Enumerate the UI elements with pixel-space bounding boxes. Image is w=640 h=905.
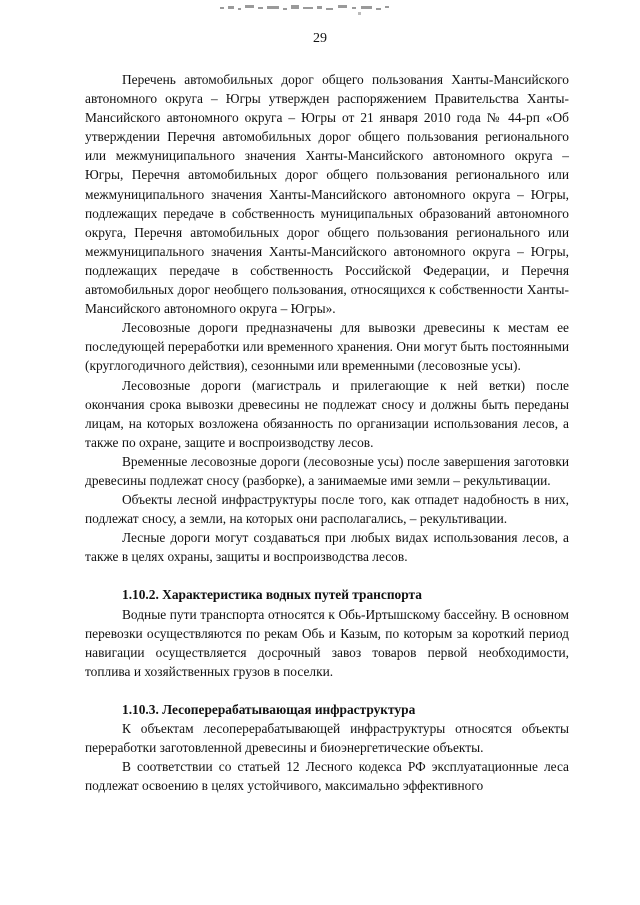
- paragraph-temporary-roads: Временные лесовозные дороги (лесовозные усы) после завершения заготовки древесины подлежат сносу (разборке), а занимаемые ими земли – рекультивации.: [85, 453, 569, 488]
- paragraph-forest-roads: Лесные дороги могут создаваться при любых видах использования лесов, а также в целях охраны, защиты и воспроизводства лесов.: [85, 530, 569, 565]
- page-number: 29: [313, 31, 327, 46]
- paragraph-wood-processing-objects: К объектам лесоперерабатывающей инфраструктуры относятся объекты переработки заготовленной древесины и биоэнергетические объекты.: [85, 721, 569, 756]
- section-heading-wood-processing: 1.10.3. Лесоперерабатывающая инфраструктура: [122, 701, 416, 717]
- section-gap: [85, 681, 569, 700]
- scan-noise-marks: [218, 2, 393, 16]
- paragraph-logging-roads-transfer: Лесовозные дороги (магистраль и прилегающие к ней ветки) после окончания срока вывозки древесины не подлежат сносу и должны быть переданы лицам, на которых возложена обязанность по организации использования лесов, а также по охране, защите и воспроизводству лесов.: [85, 377, 569, 450]
- paragraph-forest-code: В соответствии со статьей 12 Лесного кодекса РФ эксплуатационные леса подлежат освоению в целях устойчивого, максимально эффективного: [85, 759, 569, 794]
- section-gap: [85, 566, 569, 585]
- paragraph-infrastructure-removal: Объекты лесной инфраструктуры после того, как отпадет надобность в них, подлежат сносу, а земли, на которых они располагались, – рекультивации.: [85, 492, 569, 527]
- section-heading-water-transport: 1.10.2. Характеристика водных путей транспорта: [122, 587, 422, 603]
- document-body: [85, 70, 569, 795]
- paragraph-water-transport: Водные пути транспорта относятся к Обь-Иртышскому бассейну. В основном перевозки осуществляются по рекам Обь и Казым, по которым за короткий период навигации осуществляется досрочный завоз товаров первой необходимости, топлива и хозяйственных грузов в поселки.: [85, 606, 569, 679]
- paragraph-road-list: Перечень автомобильных дорог общего пользования Ханты-Мансийского автономного округа – Югры утвержден распоряжением Правительства Ханты-Мансийского автономного округа – Югры от 21 января 2010 года № 44-рп «Об утверждении Перечня автомобильных дорог общего пользования регионального или межмуниципального значения Ханты-Мансийского автономного округа – Югры, Перечня автомобильных дорог общего пользования регионального или межмуниципального значения Ханты-Мансийского автономного округа – Югры, подлежащих передаче в собственность муниципальных образований автономного округа, Перечня автомобильных дорог общего пользования регионального или межмуниципального значения Ханты-Мансийского автономного округа – Югры, подлежащих передаче в собственность Российской Федерации, и Перечня автомобильных дорог необщего пользования, относящихся к собственности Ханты-Мансийского автономного округа – Югры».: [85, 72, 569, 317]
- paragraph-logging-roads: Лесовозные дороги предназначены для вывозки древесины к местам ее последующей переработки или временного хранения. Они могут быть постоянными (круглогодичного действия), сезонными или временными (лесовозные усы).: [85, 320, 569, 374]
